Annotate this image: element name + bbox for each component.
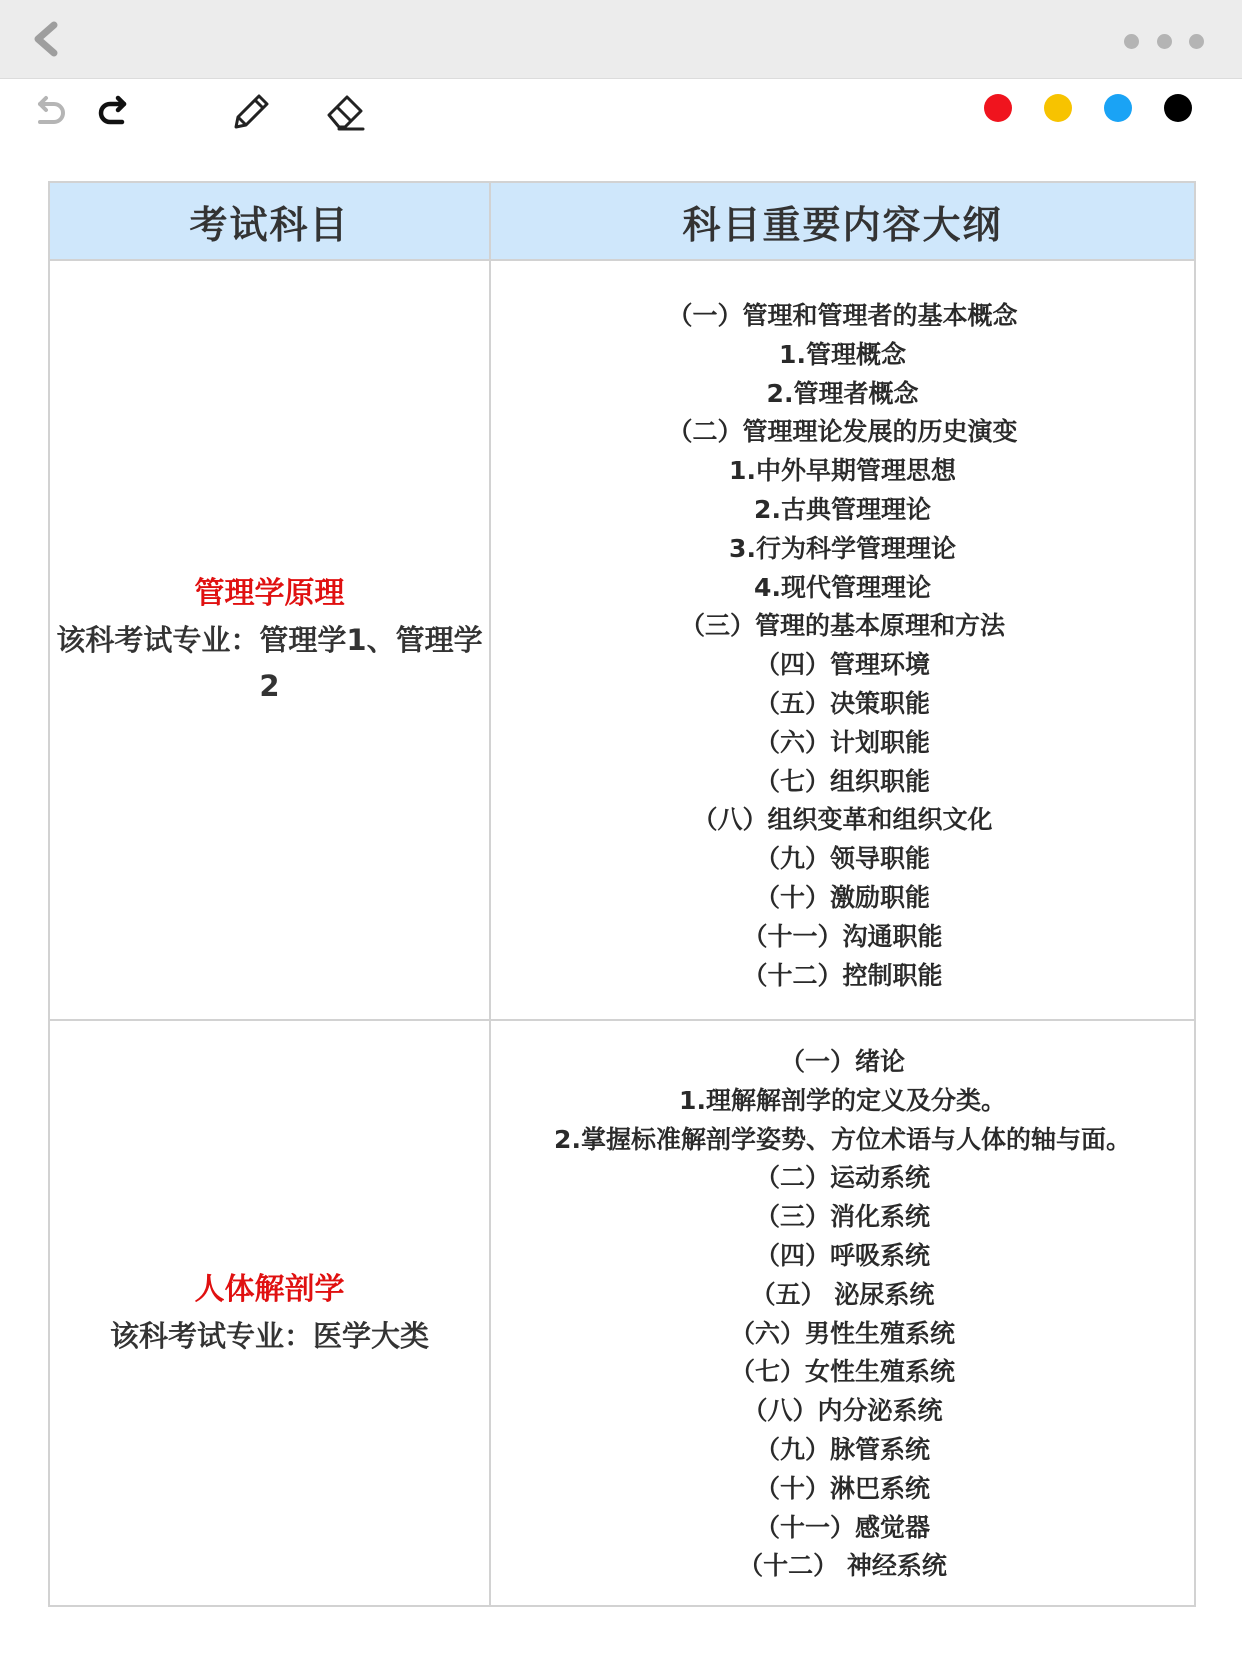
outline-item: 2.掌握标准解剖学姿势、方位术语与人体的轴与面。 bbox=[554, 1124, 1131, 1154]
color-swatch-black[interactable] bbox=[1164, 94, 1192, 122]
outline-cell bbox=[490, 1020, 1195, 1606]
outline-item: （十二）控制职能 bbox=[742, 960, 943, 990]
outline-item: （五）决策职能 bbox=[754, 688, 930, 718]
outline-item: 2.古典管理理论 bbox=[754, 494, 931, 524]
table-header-row bbox=[49, 182, 1195, 260]
color-swatch-yellow[interactable] bbox=[1044, 94, 1072, 122]
subject-name: 人体解剖学 bbox=[194, 1272, 345, 1307]
pencil-button[interactable] bbox=[222, 84, 278, 140]
more-options-button[interactable] bbox=[1124, 26, 1204, 56]
outline-item: 4.现代管理理论 bbox=[754, 572, 931, 602]
redo-button[interactable] bbox=[86, 84, 142, 140]
ellipsis-icon bbox=[1189, 34, 1204, 49]
subject-name: 管理学原理 bbox=[194, 576, 345, 611]
header-subject: 考试科目 bbox=[49, 182, 490, 260]
outline-item: （八）内分泌系统 bbox=[742, 1396, 943, 1426]
outline-item: （十二） 神经系统 bbox=[738, 1551, 947, 1581]
outline-item: （十一）感觉器 bbox=[754, 1512, 930, 1542]
outline-item: （四）管理环境 bbox=[754, 650, 930, 680]
outline-item: （九）领导职能 bbox=[754, 844, 930, 874]
outline-item: （十）淋巴系统 bbox=[754, 1473, 930, 1503]
eraser-icon bbox=[323, 89, 369, 135]
outline-list bbox=[491, 261, 1194, 995]
chevron-left-icon bbox=[28, 19, 62, 59]
color-swatch-blue[interactable] bbox=[1104, 94, 1132, 122]
outline-item: 1.中外早期管理思想 bbox=[729, 456, 956, 486]
table-row bbox=[49, 260, 1195, 1020]
outline-item: （三）消化系统 bbox=[754, 1202, 930, 1232]
outline-item: （二）管理理论发展的历史演变 bbox=[667, 417, 1018, 447]
outline-item: （四）呼吸系统 bbox=[754, 1240, 930, 1270]
outline-item: 2.管理者概念 bbox=[766, 378, 919, 408]
color-swatch-red[interactable] bbox=[984, 94, 1012, 122]
ellipsis-icon bbox=[1157, 34, 1172, 49]
undo-icon bbox=[28, 92, 68, 132]
back-button[interactable] bbox=[20, 14, 70, 64]
ellipsis-icon bbox=[1124, 34, 1139, 49]
outline-item: （六）男性生殖系统 bbox=[729, 1318, 955, 1348]
outline-item: （七）女性生殖系统 bbox=[729, 1357, 955, 1387]
outline-item: 3.行为科学管理理论 bbox=[729, 533, 956, 563]
subject-cell bbox=[49, 1020, 490, 1606]
top-bar bbox=[0, 0, 1242, 79]
subject-majors: 该科考试专业：管理学1、管理学2 bbox=[56, 623, 483, 703]
outline-item: （七）组织职能 bbox=[754, 766, 930, 796]
outline-item: 1.理解解剖学的定义及分类。 bbox=[679, 1085, 1006, 1115]
header-outline: 科目重要内容大纲 bbox=[490, 182, 1195, 260]
outline-item: （五） 泌尿系统 bbox=[750, 1279, 935, 1309]
pencil-icon bbox=[227, 89, 273, 135]
outline-item: （三）管理的基本原理和方法 bbox=[679, 611, 1005, 641]
outline-item: （八）组织变革和组织文化 bbox=[692, 805, 993, 835]
outline-cell bbox=[490, 260, 1195, 1020]
outline-item: （一）绪论 bbox=[779, 1047, 905, 1076]
undo-button[interactable] bbox=[20, 84, 76, 140]
outline-item: （十一）沟通职能 bbox=[742, 921, 943, 951]
outline-item: （一）管理和管理者的基本概念 bbox=[667, 301, 1018, 330]
outline-item: （十）激励职能 bbox=[754, 882, 930, 912]
outline-list bbox=[491, 1021, 1194, 1586]
outline-item: （二）运动系统 bbox=[754, 1163, 930, 1193]
table-row bbox=[49, 1020, 1195, 1606]
syllabus-table bbox=[48, 181, 1196, 1607]
outline-item: （六）计划职能 bbox=[754, 727, 930, 757]
eraser-button[interactable] bbox=[318, 84, 374, 140]
subject-cell bbox=[49, 260, 490, 1020]
outline-item: （九）脉管系统 bbox=[754, 1434, 930, 1464]
redo-icon bbox=[94, 92, 134, 132]
outline-item: 1.管理概念 bbox=[779, 339, 906, 369]
subject-majors: 该科考试专业：医学大类 bbox=[109, 1319, 429, 1353]
